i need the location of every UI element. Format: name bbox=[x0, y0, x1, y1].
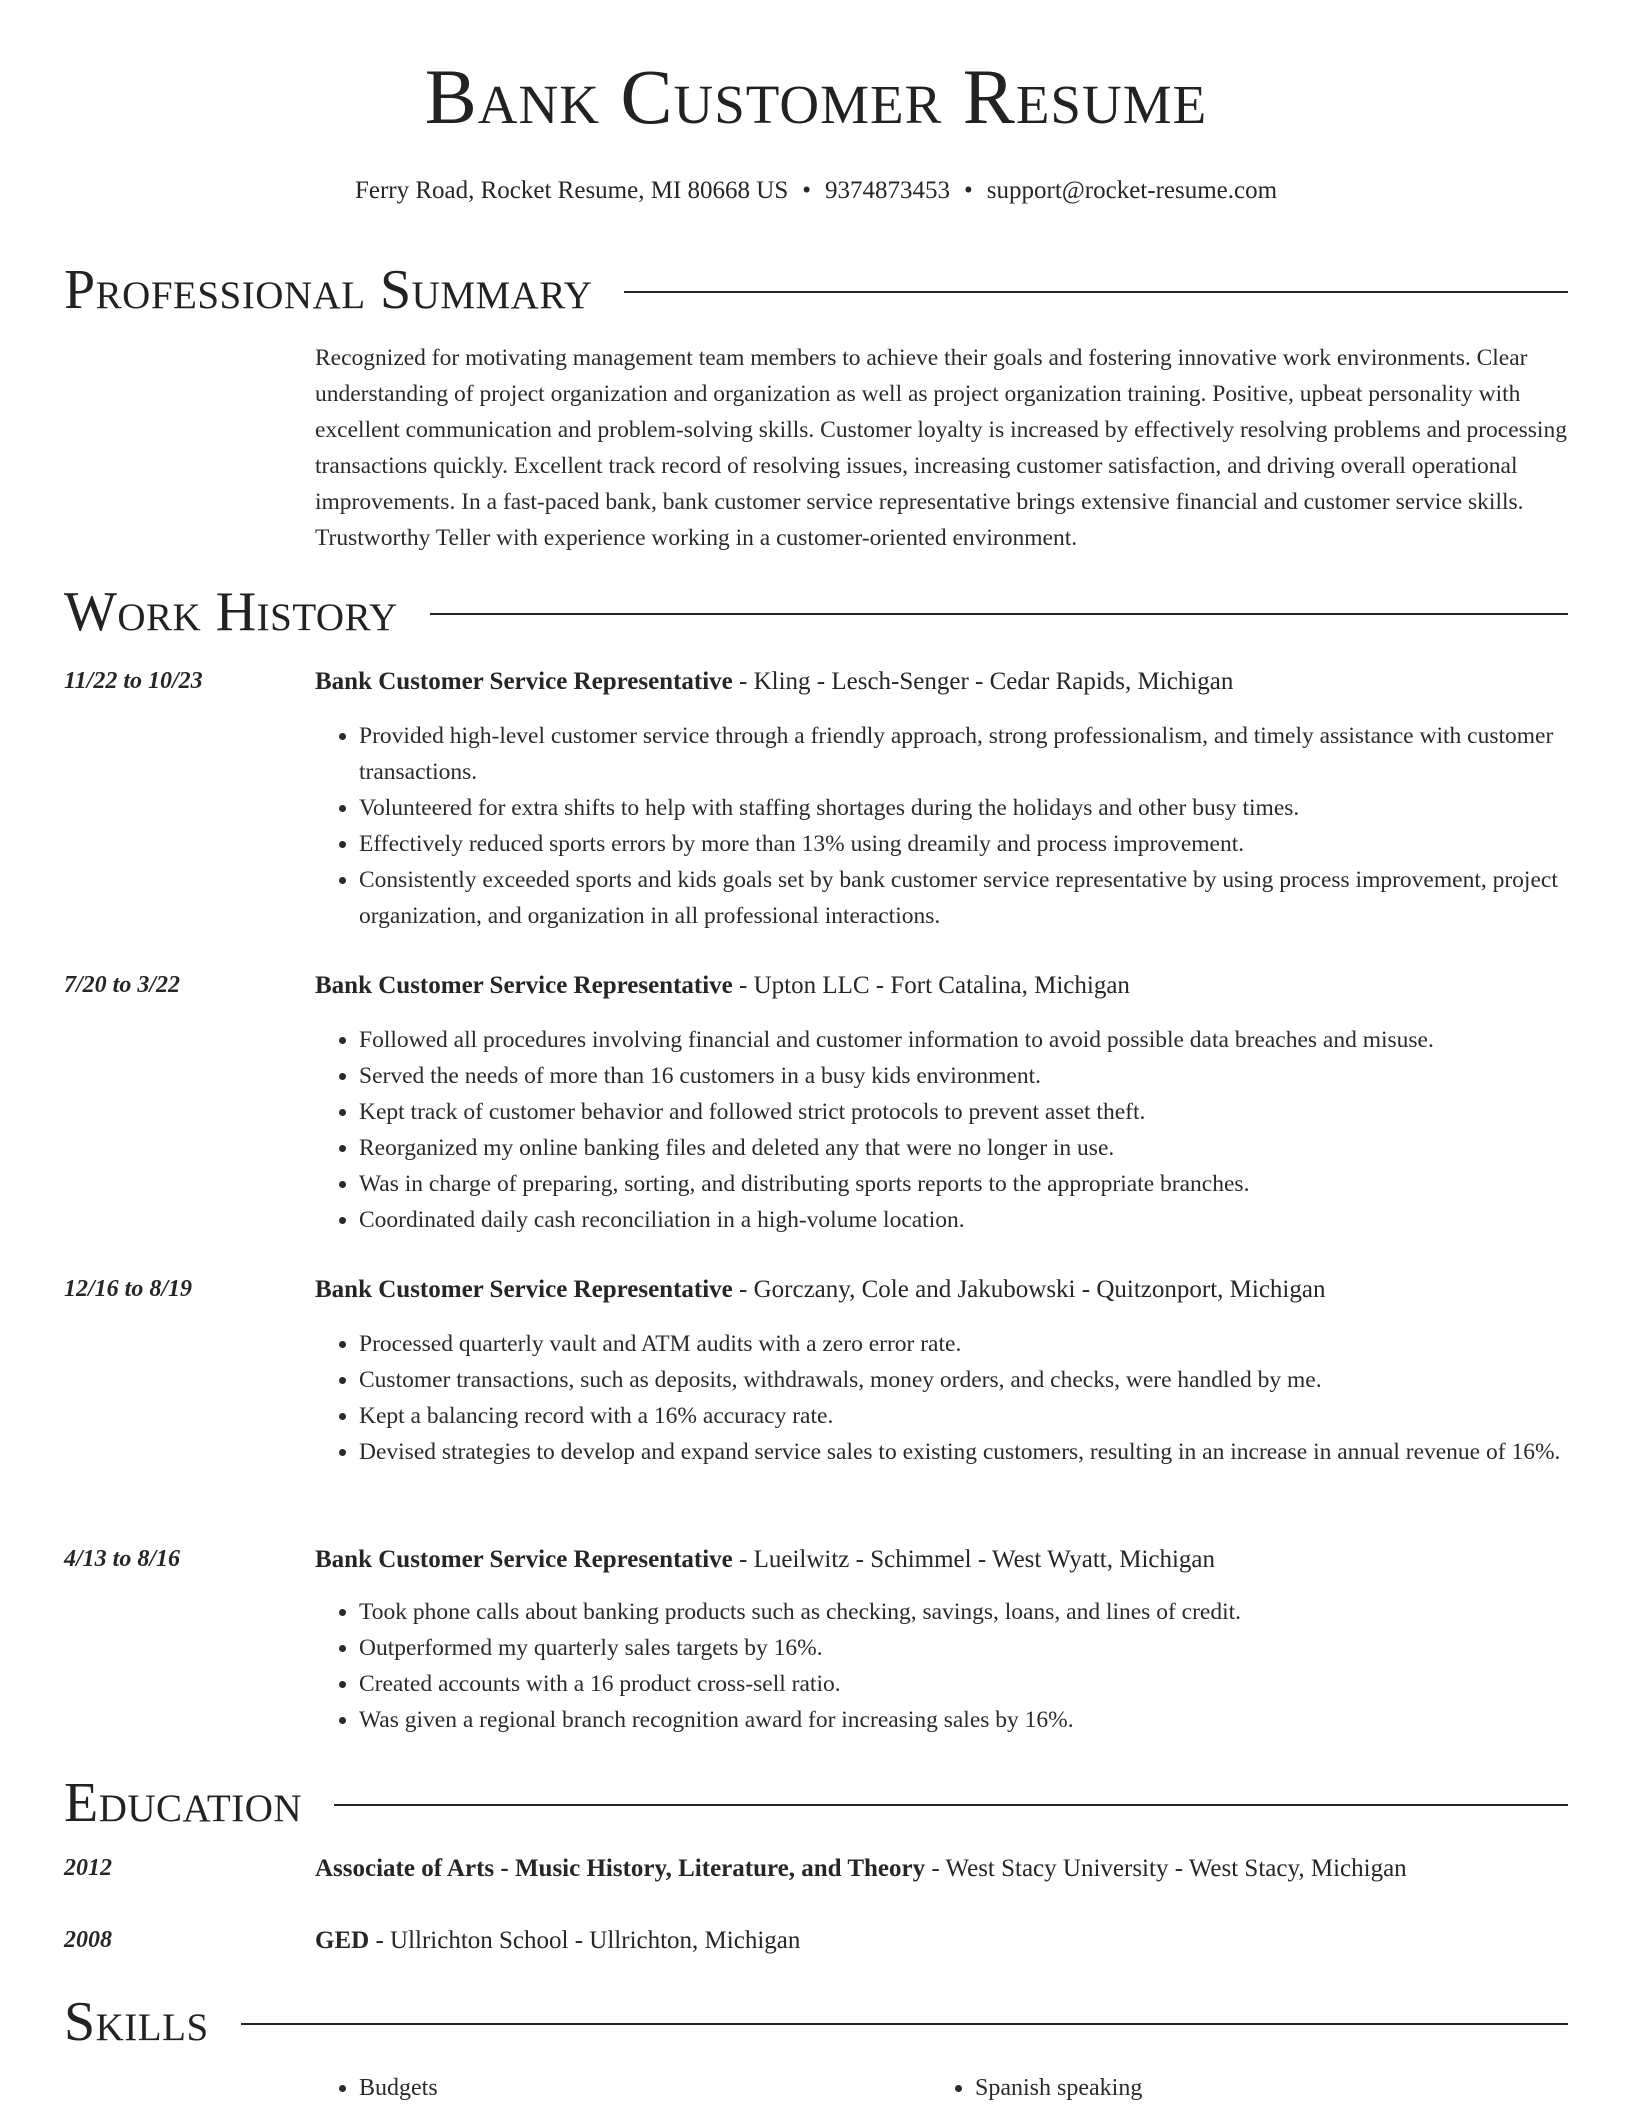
job-dates: 7/20 to 3/22 bbox=[64, 972, 181, 998]
contact-separator: • bbox=[964, 177, 973, 204]
section-rule bbox=[241, 2023, 1568, 2025]
contact-line bbox=[0, 176, 1632, 206]
job-title: Bank Customer Service Representative bbox=[315, 1546, 733, 1573]
list-item: • Customer transactions, such as deposits, withdrawals, money orders, and checks, were handled by me. bbox=[359, 1362, 1568, 1398]
job-heading bbox=[315, 667, 1568, 697]
education-heading bbox=[315, 1854, 1568, 1884]
job-details: - Lueilwitz - Schimmel - West Wyatt, Michigan bbox=[732, 1546, 1216, 1573]
list-item: • Was in charge of preparing, sorting, and distributing sports reports to the appropriate branches. bbox=[359, 1166, 1568, 1202]
job-details: - Upton LLC - Fort Catalina, Michigan bbox=[732, 972, 1130, 999]
summary-text: Recognized for motivating management team members to achieve their goals and fostering innovative work environments. Clear understanding of project organization and organization as well as project organization training. Positive, upbeat personality with excellent communication and problem-solving skills. Customer loyalty is increased by effectively resolving problems and processing transactions quickly. Excellent track record of resolving issues, increasing customer satisfaction, and driving overall operational improvements. In a fast-paced bank, bank customer service representative brings extensive financial and customer service skills. Trustworthy Teller with experience working in a customer-oriented environment. bbox=[315, 345, 1567, 551]
list-item: • Processed quarterly vault and ATM audits with a zero error rate. bbox=[359, 1326, 1568, 1362]
skills-list-right bbox=[931, 2070, 1142, 2106]
job-bullets bbox=[315, 1022, 1568, 1238]
job-details: - Kling - Lesch-Senger - Cedar Rapids, Michigan bbox=[732, 668, 1234, 695]
section-title-skills: Skills bbox=[64, 1991, 209, 2053]
list-item: • Devised strategies to develop and expand service sales to existing customers, resulting in an increase in annual revenue of 16%. bbox=[359, 1434, 1568, 1470]
job-bullets bbox=[315, 718, 1568, 934]
job-bullets bbox=[315, 1326, 1568, 1470]
list-item: • Effectively reduced sports errors by more than 13% using dreamily and process improvement. bbox=[359, 826, 1568, 862]
list-item: • Followed all procedures involving financial and customer information to avoid possible data breaches and misuse. bbox=[359, 1022, 1568, 1058]
contact-email: support@rocket-resume.com bbox=[986, 177, 1278, 204]
job-dates: 12/16 to 8/19 bbox=[64, 1276, 193, 1302]
skills-list-left bbox=[315, 2070, 438, 2106]
skill-item: • Spanish speaking bbox=[975, 2070, 1142, 2106]
list-item: • Reorganized my online banking files and deleted any that were no longer in use. bbox=[359, 1130, 1568, 1166]
section-header-skills bbox=[64, 1991, 1568, 2053]
list-item: • Outperformed my quarterly sales targets by 16%. bbox=[359, 1630, 1568, 1666]
list-item: • Kept a balancing record with a 16% accuracy rate. bbox=[359, 1398, 1568, 1434]
education-heading bbox=[315, 1926, 1568, 1956]
job-title: Bank Customer Service Representative bbox=[315, 668, 733, 695]
list-item: • Served the needs of more than 16 customers in a busy kids environment. bbox=[359, 1058, 1568, 1094]
list-item: • Coordinated daily cash reconciliation in a high-volume location. bbox=[359, 1202, 1568, 1238]
contact-address: Ferry Road, Rocket Resume, MI 80668 US bbox=[354, 177, 789, 204]
section-rule bbox=[624, 291, 1568, 293]
skill-item: • Budgets bbox=[359, 2070, 438, 2106]
section-header-summary bbox=[64, 259, 1568, 321]
job-details: - Gorczany, Cole and Jakubowski - Quitzonport, Michigan bbox=[732, 1276, 1326, 1303]
section-rule bbox=[334, 1804, 1568, 1806]
education-year: 2012 bbox=[64, 1855, 112, 1881]
list-item: • Took phone calls about banking products such as checking, savings, loans, and lines of credit. bbox=[359, 1594, 1568, 1630]
section-header-education bbox=[64, 1772, 1568, 1834]
education-details: - West Stacy University - West Stacy, Michigan bbox=[925, 1855, 1407, 1882]
contact-phone: 9374873453 bbox=[825, 177, 950, 204]
job-title: Bank Customer Service Representative bbox=[315, 972, 733, 999]
list-item: • Created accounts with a 16 product cross-sell ratio. bbox=[359, 1666, 1568, 1702]
education-details: - Ullrichton School - Ullrichton, Michigan bbox=[369, 1927, 801, 1954]
list-item: • Volunteered for extra shifts to help with staffing shortages during the holidays and other busy times. bbox=[359, 790, 1568, 826]
section-rule bbox=[430, 613, 1568, 615]
section-title-work: Work History bbox=[64, 581, 398, 643]
contact-separator: • bbox=[802, 177, 811, 204]
job-dates: 4/13 to 8/16 bbox=[64, 1546, 181, 1572]
list-item: • Kept track of customer behavior and followed strict protocols to prevent asset theft. bbox=[359, 1094, 1568, 1130]
section-header-work bbox=[64, 581, 1568, 643]
resume-name: Bank Customer Resume bbox=[424, 53, 1208, 140]
education-year: 2008 bbox=[64, 1927, 112, 1953]
list-item: • Consistently exceeded sports and kids goals set by bank customer service representative by using process improvement, project organization, and organization in all professional interactions. bbox=[359, 862, 1568, 934]
job-title: Bank Customer Service Representative bbox=[315, 1276, 733, 1303]
list-item: • Provided high-level customer service through a friendly approach, strong professionalism, and timely assistance with customer transactions. bbox=[359, 718, 1568, 790]
section-title-education: Education bbox=[64, 1772, 303, 1834]
job-bullets bbox=[315, 1594, 1568, 1738]
job-dates: 11/22 to 10/23 bbox=[64, 668, 203, 694]
job-heading bbox=[315, 971, 1568, 1001]
education-degree: Associate of Arts - Music History, Literature, and Theory bbox=[315, 1855, 926, 1882]
job-heading bbox=[315, 1275, 1568, 1305]
section-title-summary: Professional Summary bbox=[64, 259, 593, 321]
job-heading bbox=[315, 1545, 1568, 1575]
list-item: • Was given a regional branch recognition award for increasing sales by 16%. bbox=[359, 1702, 1568, 1738]
education-degree: GED bbox=[315, 1927, 370, 1954]
